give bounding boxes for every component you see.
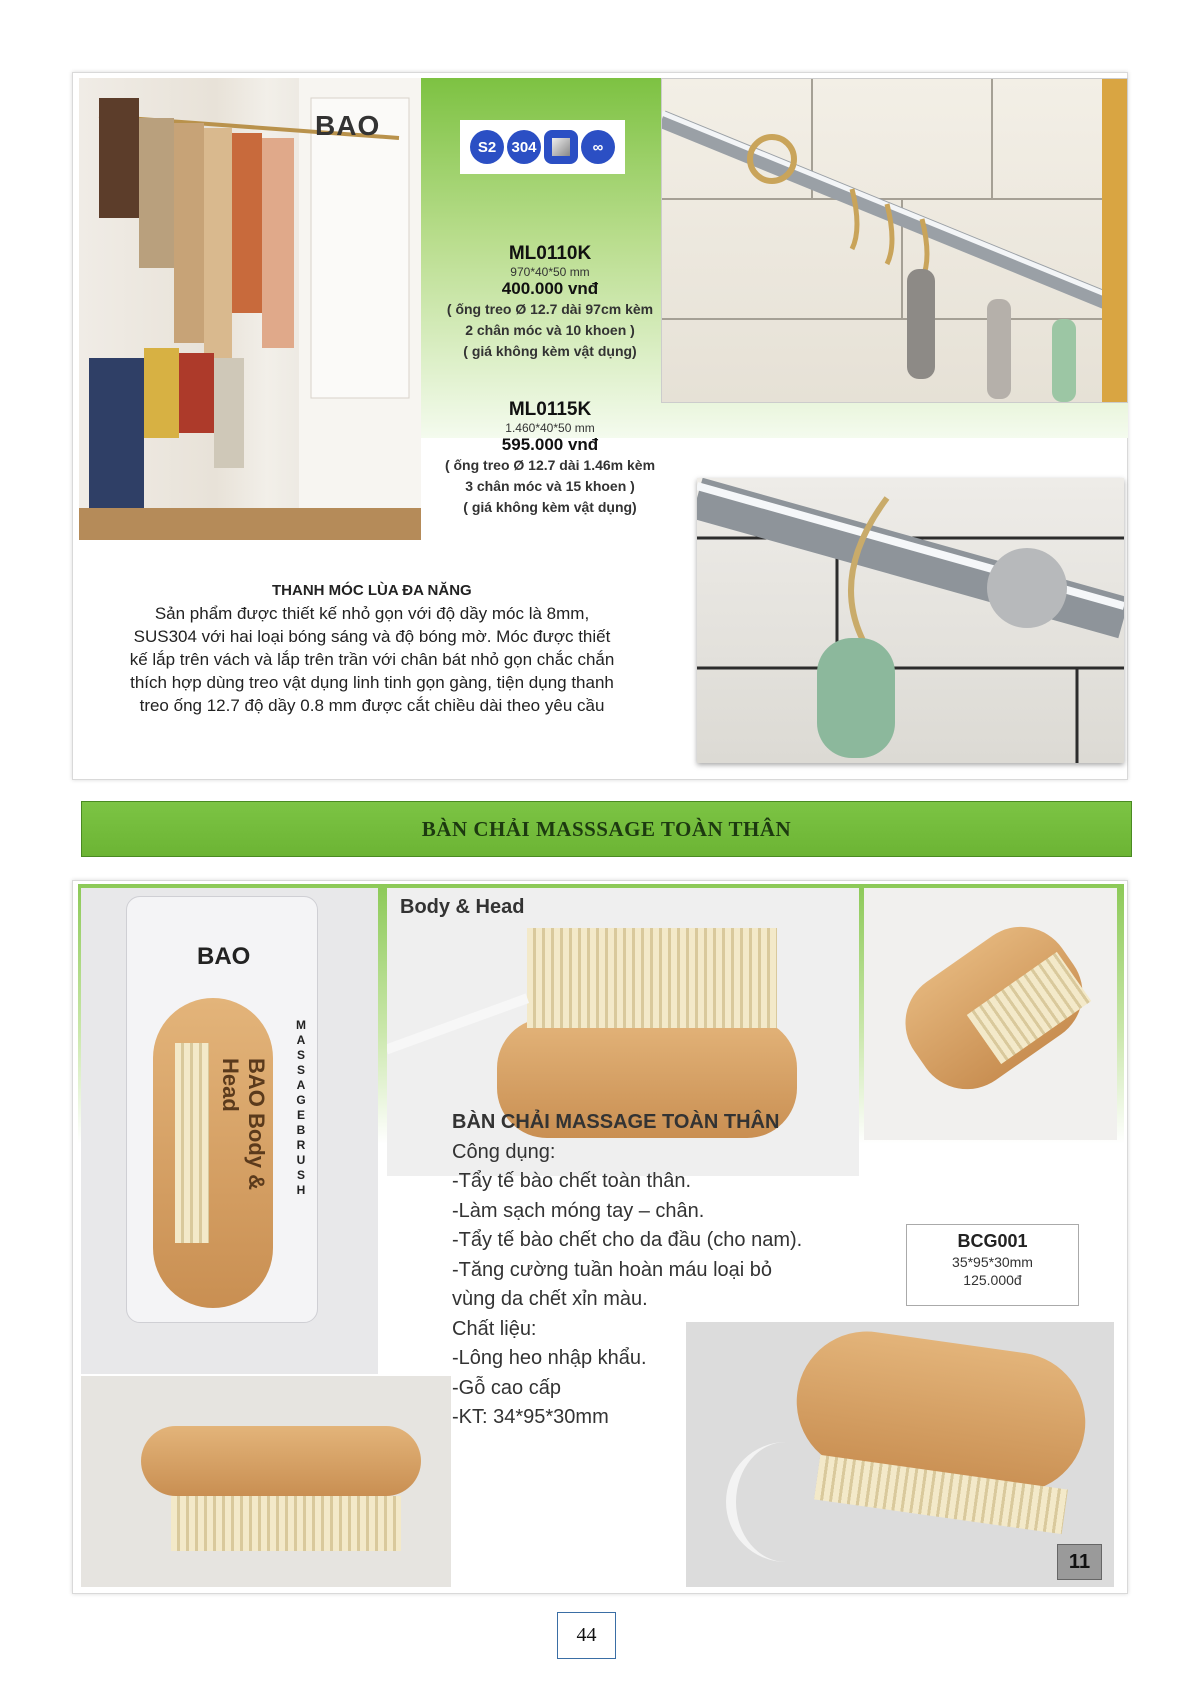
brush-print-text: BAO Body & Head <box>218 1058 269 1190</box>
product-dimensions: 1.460*40*50 mm <box>505 421 595 435</box>
hook-illustration <box>697 478 1124 763</box>
banner-title: BÀN CHẢI MASSSAGE TOÀN THÂN <box>421 816 792 841</box>
description-line: vùng da chết xỉn màu. <box>452 1288 648 1310</box>
wardrobe-photo <box>79 78 421 540</box>
sus304-badge-icon: 304 <box>507 130 541 164</box>
product-ml0115k <box>425 399 675 518</box>
s2-badge-icon: S2 <box>470 130 504 164</box>
description-line: -Gỗ cao cấp <box>452 1376 561 1399</box>
package-side-text: MASSAGEBRUSH <box>294 1018 308 1198</box>
brush-bristles <box>175 1043 209 1243</box>
description-line: -Tẩy tế bào chết cho da đầu (cho nam). <box>452 1229 803 1251</box>
item-number-badge: 11 <box>1057 1544 1102 1580</box>
product-price: 400.000 vnđ <box>501 279 599 298</box>
description-line: treo ống 12.7 độ dầy 0.8 mm được cắt chiều dài theo yêu cầu <box>139 696 605 715</box>
description-line: -Tẩy tế bào chết toàn thân. <box>452 1170 692 1192</box>
description-line: Công dụng: <box>452 1140 556 1163</box>
description-line: -Tăng cường tuần hoàn máu loại bỏ <box>452 1258 773 1281</box>
product-spec-box <box>906 1224 1079 1306</box>
product-note: ( giá không kèm vật dụng) <box>463 343 637 359</box>
product-dimensions: 35*95*30mm <box>952 1254 1033 1270</box>
wooden-brush <box>141 1426 421 1496</box>
rail-description-title: THANH MÓC LÙA ĐA NĂNG <box>272 582 472 599</box>
description-line: kế lắp trên vách và lắp trên trần với chân bát nhỏ gọn chắc chắn <box>129 650 615 669</box>
product-dimensions: 970*40*50 mm <box>510 265 590 279</box>
product-note: ( ống treo Ø 12.7 dài 97cm kèm <box>446 301 654 317</box>
rope <box>726 1442 846 1562</box>
package-brand: BAO <box>197 943 251 970</box>
infinity-icon: ∞ <box>581 130 615 164</box>
certification-icons <box>460 120 625 174</box>
brush-bristles <box>527 928 777 1028</box>
brand-logo: BAO <box>315 110 381 141</box>
section-banner <box>81 801 1132 857</box>
description-line: -KT: 34*95*30mm <box>452 1406 609 1428</box>
brush-bristles <box>171 1496 401 1551</box>
description-line: SUS304 với hai loại bóng sáng và độ bóng mờ. Móc được thiết <box>133 627 611 646</box>
product-code: ML0115K <box>508 399 592 420</box>
product-price: 595.000 vnđ <box>501 435 599 454</box>
rail-photo-closeup <box>697 478 1124 763</box>
product-code: BCG001 <box>957 1231 1028 1251</box>
page-number: 44 <box>557 1612 616 1659</box>
product-note: ( giá không kèm vật dụng) <box>463 499 637 515</box>
description-line: Sản phẩm được thiết kế nhỏ gọn với độ dầy móc là 8mm, <box>154 604 590 623</box>
product-code: ML0110K <box>508 243 592 264</box>
description-line: -Làm sạch móng tay – chân. <box>452 1199 705 1222</box>
brush-package-photo <box>81 888 378 1374</box>
image-label: Body & Head <box>400 896 525 918</box>
product-note: 2 chân móc và 10 khoen ) <box>465 322 635 338</box>
product-note: 3 chân móc và 15 khoen ) <box>465 478 635 494</box>
rail-illustration <box>662 79 1127 402</box>
description-line: -Lông heo nhập khẩu. <box>452 1347 647 1369</box>
product-ml0110k <box>425 243 675 362</box>
brush-side-photo <box>81 1376 451 1587</box>
brush-title: BÀN CHẢI MASSAGE TOÀN THÂN <box>452 1111 780 1133</box>
product-note: ( ống treo Ø 12.7 dài 1.46m kèm <box>444 457 656 473</box>
brush-angle-photo <box>864 888 1117 1140</box>
rail-photo-wide <box>661 78 1128 403</box>
product-price: 125.000đ <box>963 1272 1022 1288</box>
brush-top-photo <box>686 1322 1114 1587</box>
description-line: thích hợp dùng treo vật dụng linh tinh gọn gàng, tiện dụng thanh <box>130 673 614 692</box>
cube-icon <box>544 130 578 164</box>
rail-description <box>82 602 662 717</box>
description-line: Chất liệu: <box>452 1317 537 1340</box>
wardrobe-illustration <box>79 78 421 540</box>
